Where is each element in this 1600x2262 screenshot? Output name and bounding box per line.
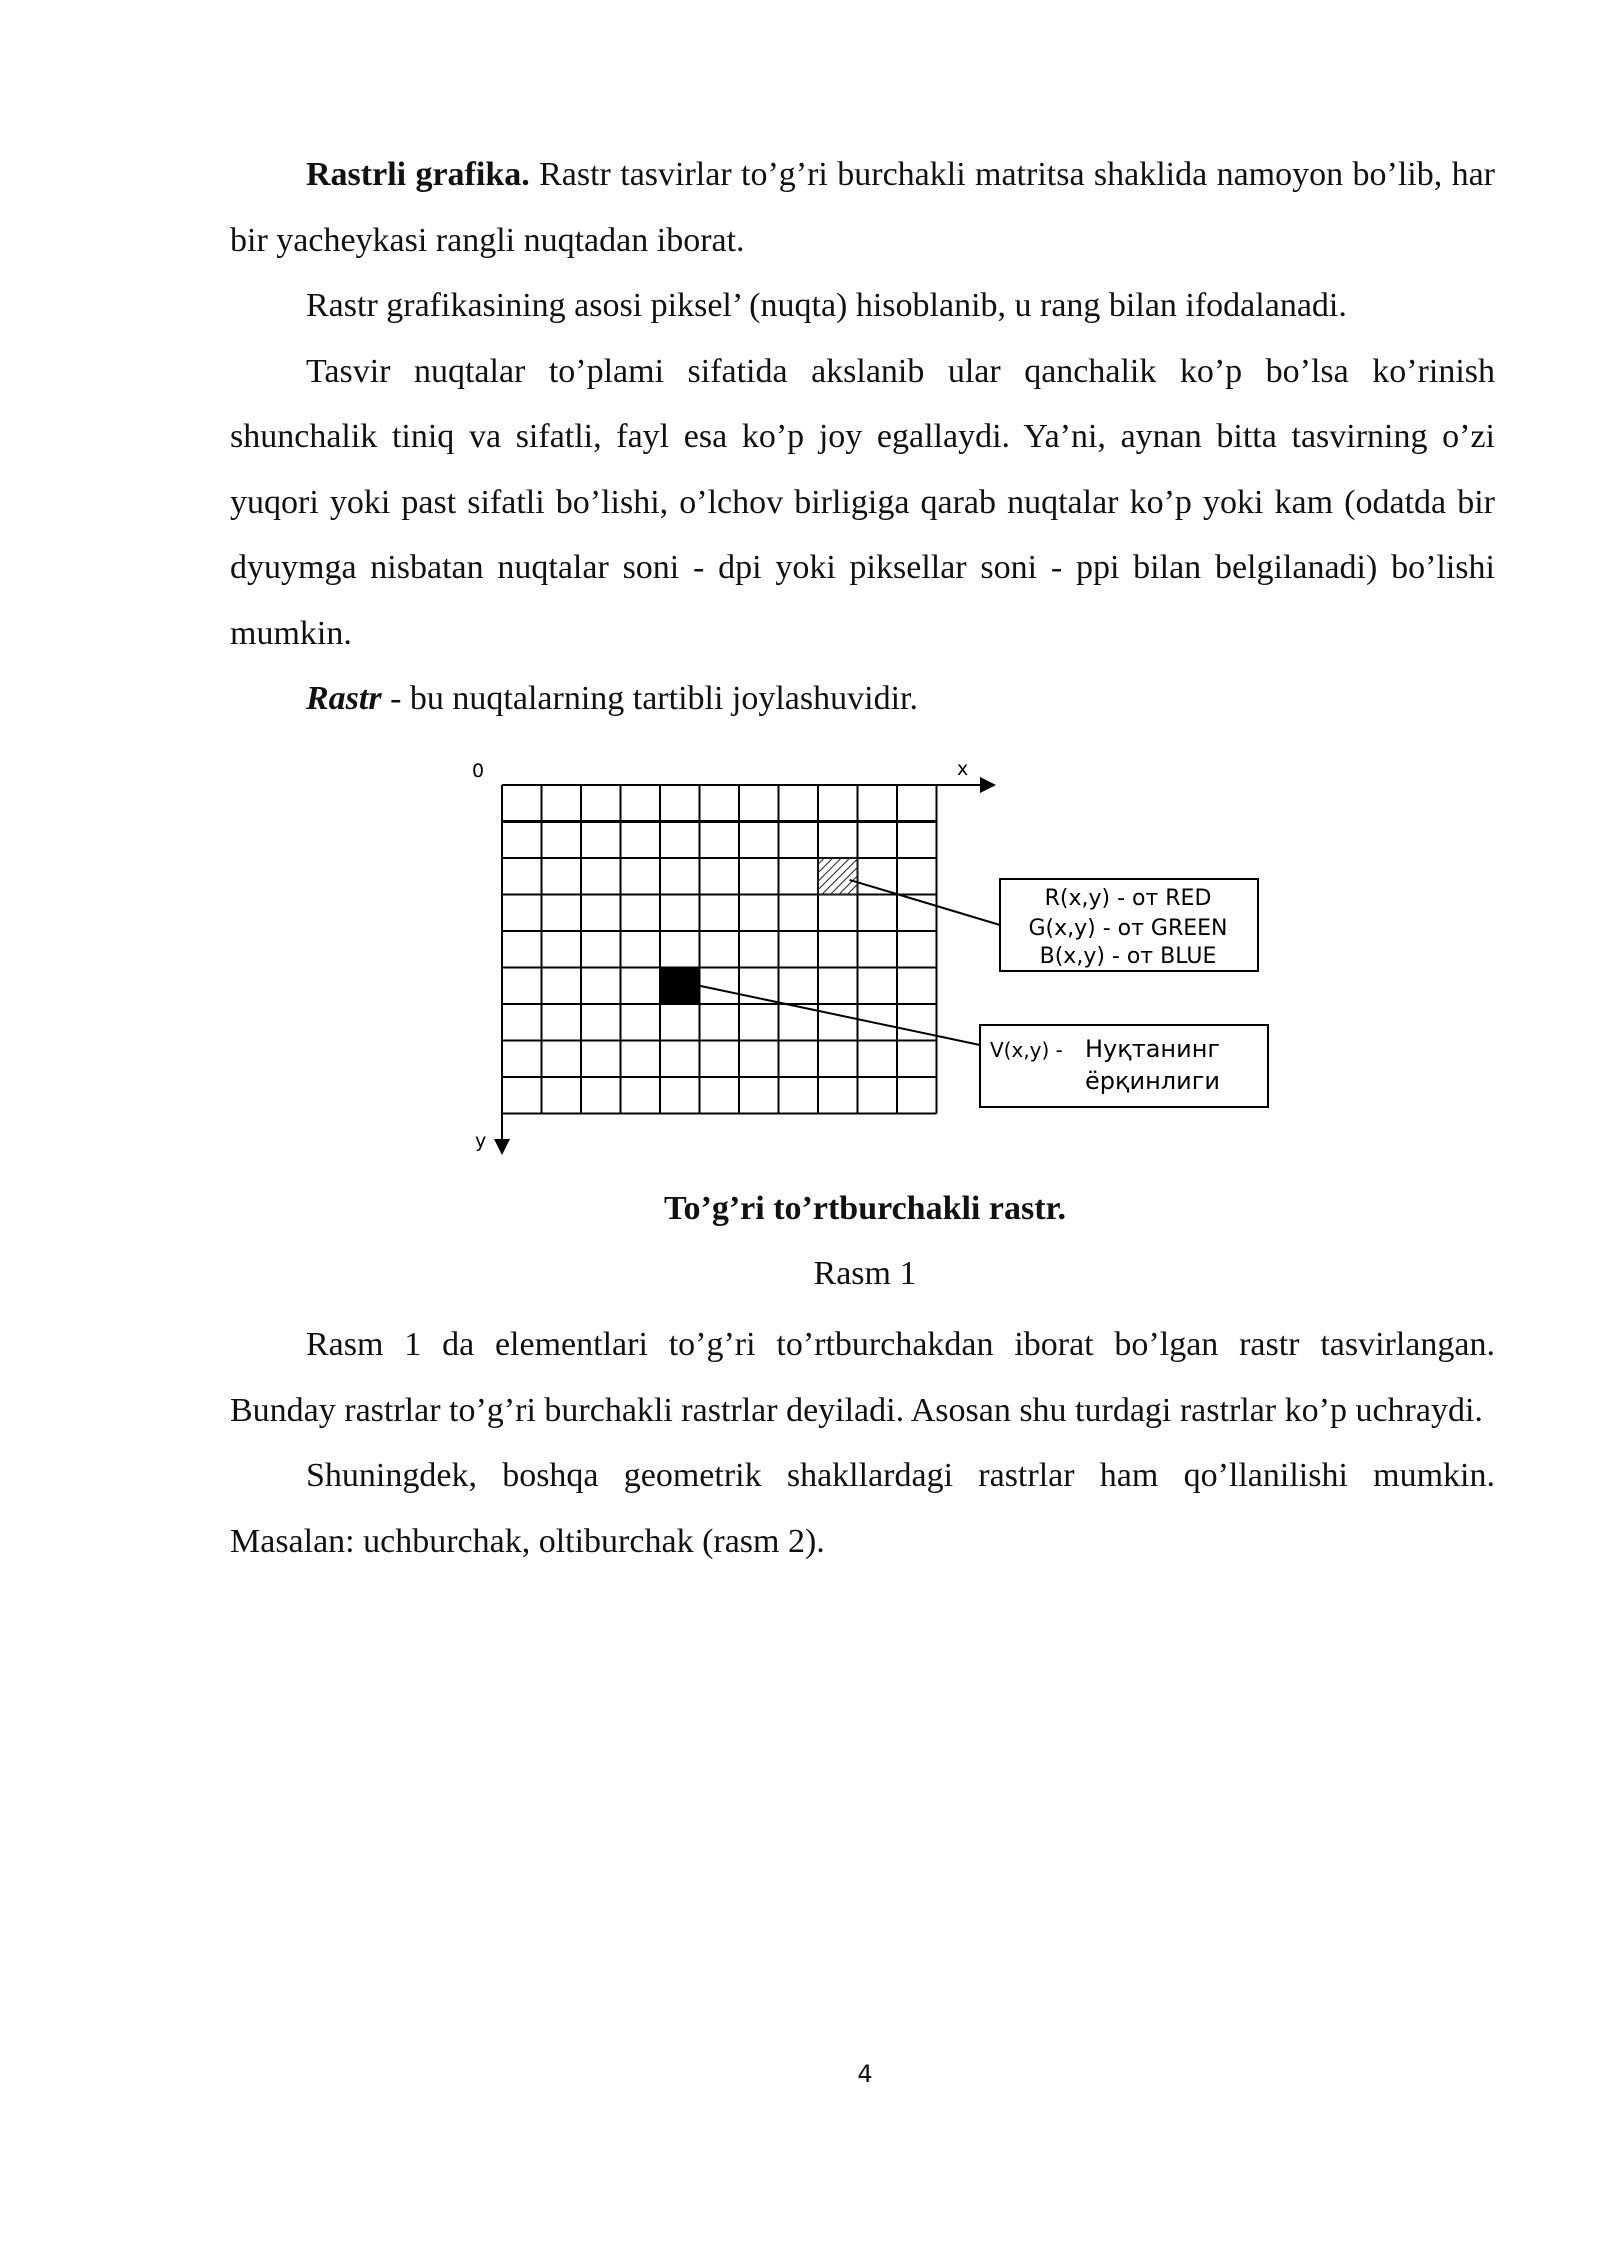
x-axis-arrow-icon (980, 777, 996, 793)
rgb-pointer-line (850, 880, 1000, 925)
paragraph-1 (230, 142, 1495, 273)
black-pixel-cell (660, 968, 700, 1005)
page-body-bottom (230, 1312, 1495, 1574)
paragraph-5: Rasm 1 da elementlari to’g’ri to’rtburchakdan iborat bo’lgan rastr tasvirlangan. Bunday rastrlar to’g’ri burchakli rastrlar deyiladi. Asosan shu turdagi rastrlar ko’p uchraydi. (230, 1326, 1495, 1429)
rgb-line-green: G(x,y) - от GREEN (1028, 916, 1228, 941)
y-axis-arrow-icon (494, 1139, 510, 1155)
paragraph-1-lead: Rastrli grafika. (306, 156, 530, 193)
page-body-top (230, 142, 1495, 732)
raster-grid (502, 785, 937, 1114)
paragraph-1-text: Rastr tasvirlar to’g’ri burchakli matritsa shaklida namoyon bo’lib, har bir yacheykasi rangli nuqtadan iborat. (230, 156, 1495, 259)
raster-diagram (460, 755, 1280, 1165)
brightness-line-1: Нуқтанинг (1085, 1035, 1221, 1063)
hatched-pixel-cell (818, 858, 858, 895)
figure-caption-title: To’g’ri to’rtburchakli rastr. (663, 1190, 1066, 1227)
page-number: 4 (857, 2060, 873, 2088)
brightness-prefix: V(x,y) - (990, 1038, 1063, 1062)
paragraph-6: Shuningdek, boshqa geometrik shakllardagi rastrlar ham qo’llanilishi mumkin. Masalan: uchburchak, oltiburchak (rasm 2). (230, 1457, 1495, 1560)
brightness-line-2: ёрқинлиги (1085, 1067, 1220, 1095)
paragraph-4-lead: Rastr (306, 680, 382, 717)
brightness-pointer-line (700, 986, 981, 1045)
rgb-line-blue: B(x,y) - от BLUE (1039, 944, 1217, 969)
paragraph-3: Tasvir nuqtalar to’plami sifatida akslanib ular qanchalik ko’p bo’lsa ko’rinish shunchalik tiniq va sifatli, fayl esa ko’p joy egallaydi. Ya’ni, aynan bitta tasvirning o’zi yuqori yoki past sifatli bo’lishi, o’lchov birligiga qarab nuqtalar ko’p yoki kam (odatda bir dyuymga nisbatan nuqtalar soni - dpi yoki piksellar soni - ppi bilan belgilanadi) bo’lishi mumkin. (230, 352, 1495, 652)
y-axis-label: y (475, 1130, 487, 1152)
paragraph-4 (230, 666, 1495, 732)
figure-caption-number: Rasm 1 (813, 1255, 917, 1292)
raster-figure (460, 755, 1280, 1165)
x-axis-label: x (957, 758, 969, 780)
origin-label: 0 (472, 760, 485, 782)
paragraph-2: Rastr grafikasining asosi piksel’ (nuqta) hisoblanib, u rang bilan ifodalanadi. (306, 287, 1347, 324)
paragraph-4-text: - bu nuqtalarning tartibli joylashuvidir. (381, 680, 918, 717)
rgb-line-red: R(x,y) - от RED (1044, 886, 1212, 911)
